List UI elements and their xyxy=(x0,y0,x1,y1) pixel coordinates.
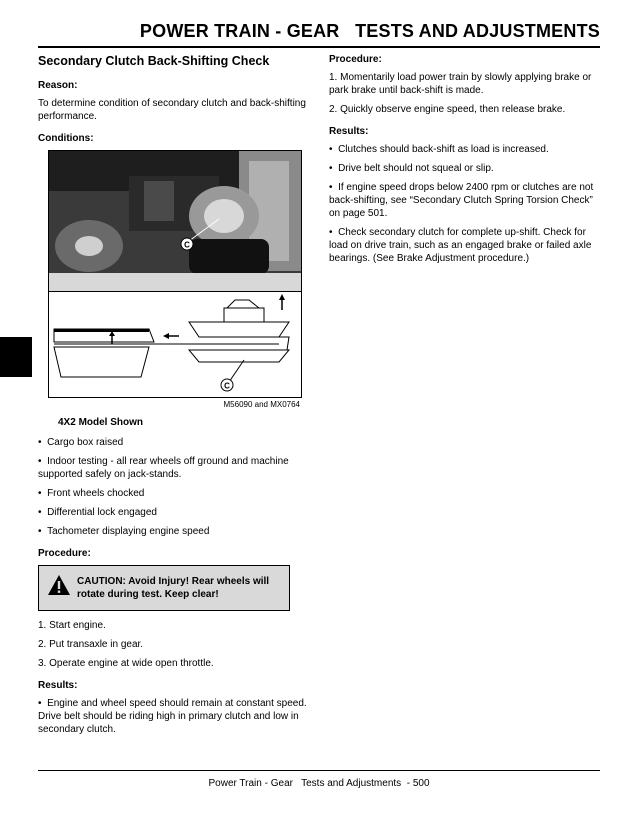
conditions-heading: Conditions: xyxy=(38,133,94,144)
conditions-item: • Indoor testing - all rear wheels off ground and machine supported safely on jack-stands. xyxy=(38,456,289,480)
page-header-title: POWER TRAIN - GEAR TESTS AND ADJUSTMENTS xyxy=(139,21,600,41)
results-list-right xyxy=(329,143,601,265)
footer-rule xyxy=(38,770,600,771)
results-item: • Clutches should back-shift as load is increased. xyxy=(329,144,549,155)
results-list-left xyxy=(38,697,308,736)
procedure-step: 2. Quickly observe engine speed, then release brake. xyxy=(329,104,566,115)
figure-label: M56090 and MX0764 xyxy=(223,400,300,409)
results-heading-right: Results: xyxy=(329,126,369,137)
results-item: • Check secondary clutch for complete up-shift. Check for load on drive train, such as an engaged brake or failed axle bearings. (See Brake Adjustment procedure.) xyxy=(329,227,592,264)
left-column xyxy=(38,54,308,742)
right-column xyxy=(329,54,601,271)
warning-icon xyxy=(47,574,71,596)
conditions-item: • Differential lock engaged xyxy=(38,507,157,518)
caution-box xyxy=(38,565,290,611)
conditions-item: • Cargo box raised xyxy=(38,437,124,448)
caution-text: CAUTION: Avoid Injury! Rear wheels will rotate during test. Keep clear! xyxy=(77,576,270,600)
section-thumb-tab xyxy=(0,337,32,377)
procedure-step: 1. Momentarily load power train by slowly applying brake or park brake until back-shift is made. xyxy=(329,72,592,96)
procedure-step: 2. Put transaxle in gear. xyxy=(38,639,144,650)
results-item: • If engine speed drops below 2400 rpm or clutches are not back-shifting, see “Secondary Clutch Spring Torsion Check” on page 501. xyxy=(329,182,594,219)
engine-compartment-photo xyxy=(49,151,301,291)
procedure-heading-left: Procedure: xyxy=(38,548,91,559)
section-title: Secondary Clutch Back-Shifting Check xyxy=(38,54,270,68)
callout-c-bottom: C xyxy=(224,381,230,391)
page-header xyxy=(38,22,600,48)
conditions-item: • Front wheels chocked xyxy=(38,488,145,499)
clutch-figure xyxy=(48,150,302,398)
results-item: • Drive belt should not squeal or slip. xyxy=(329,163,494,174)
callout-c-top: C xyxy=(184,240,190,250)
page-footer: Power Train - Gear Tests and Adjustments - 500 xyxy=(208,778,430,789)
conditions-list xyxy=(38,436,308,538)
reason-heading: Reason: xyxy=(38,80,78,91)
conditions-item: • Tachometer displaying engine speed xyxy=(38,526,210,537)
results-heading-left: Results: xyxy=(38,680,78,691)
model-shown-caption: 4X2 Model Shown xyxy=(58,417,144,428)
procedure-step: 1. Start engine. xyxy=(38,620,106,631)
procedure-step: 3. Operate engine at wide open throttle. xyxy=(38,658,214,669)
results-item: • Engine and wheel speed should remain at constant speed. Drive belt should be riding high in primary clutch and low in secondary clutch. xyxy=(38,698,307,735)
reason-text: To determine condition of secondary clutch and back-shifting performance. xyxy=(38,98,306,122)
clutch-belt-diagram xyxy=(49,291,301,398)
procedure-heading-right: Procedure: xyxy=(329,54,382,65)
